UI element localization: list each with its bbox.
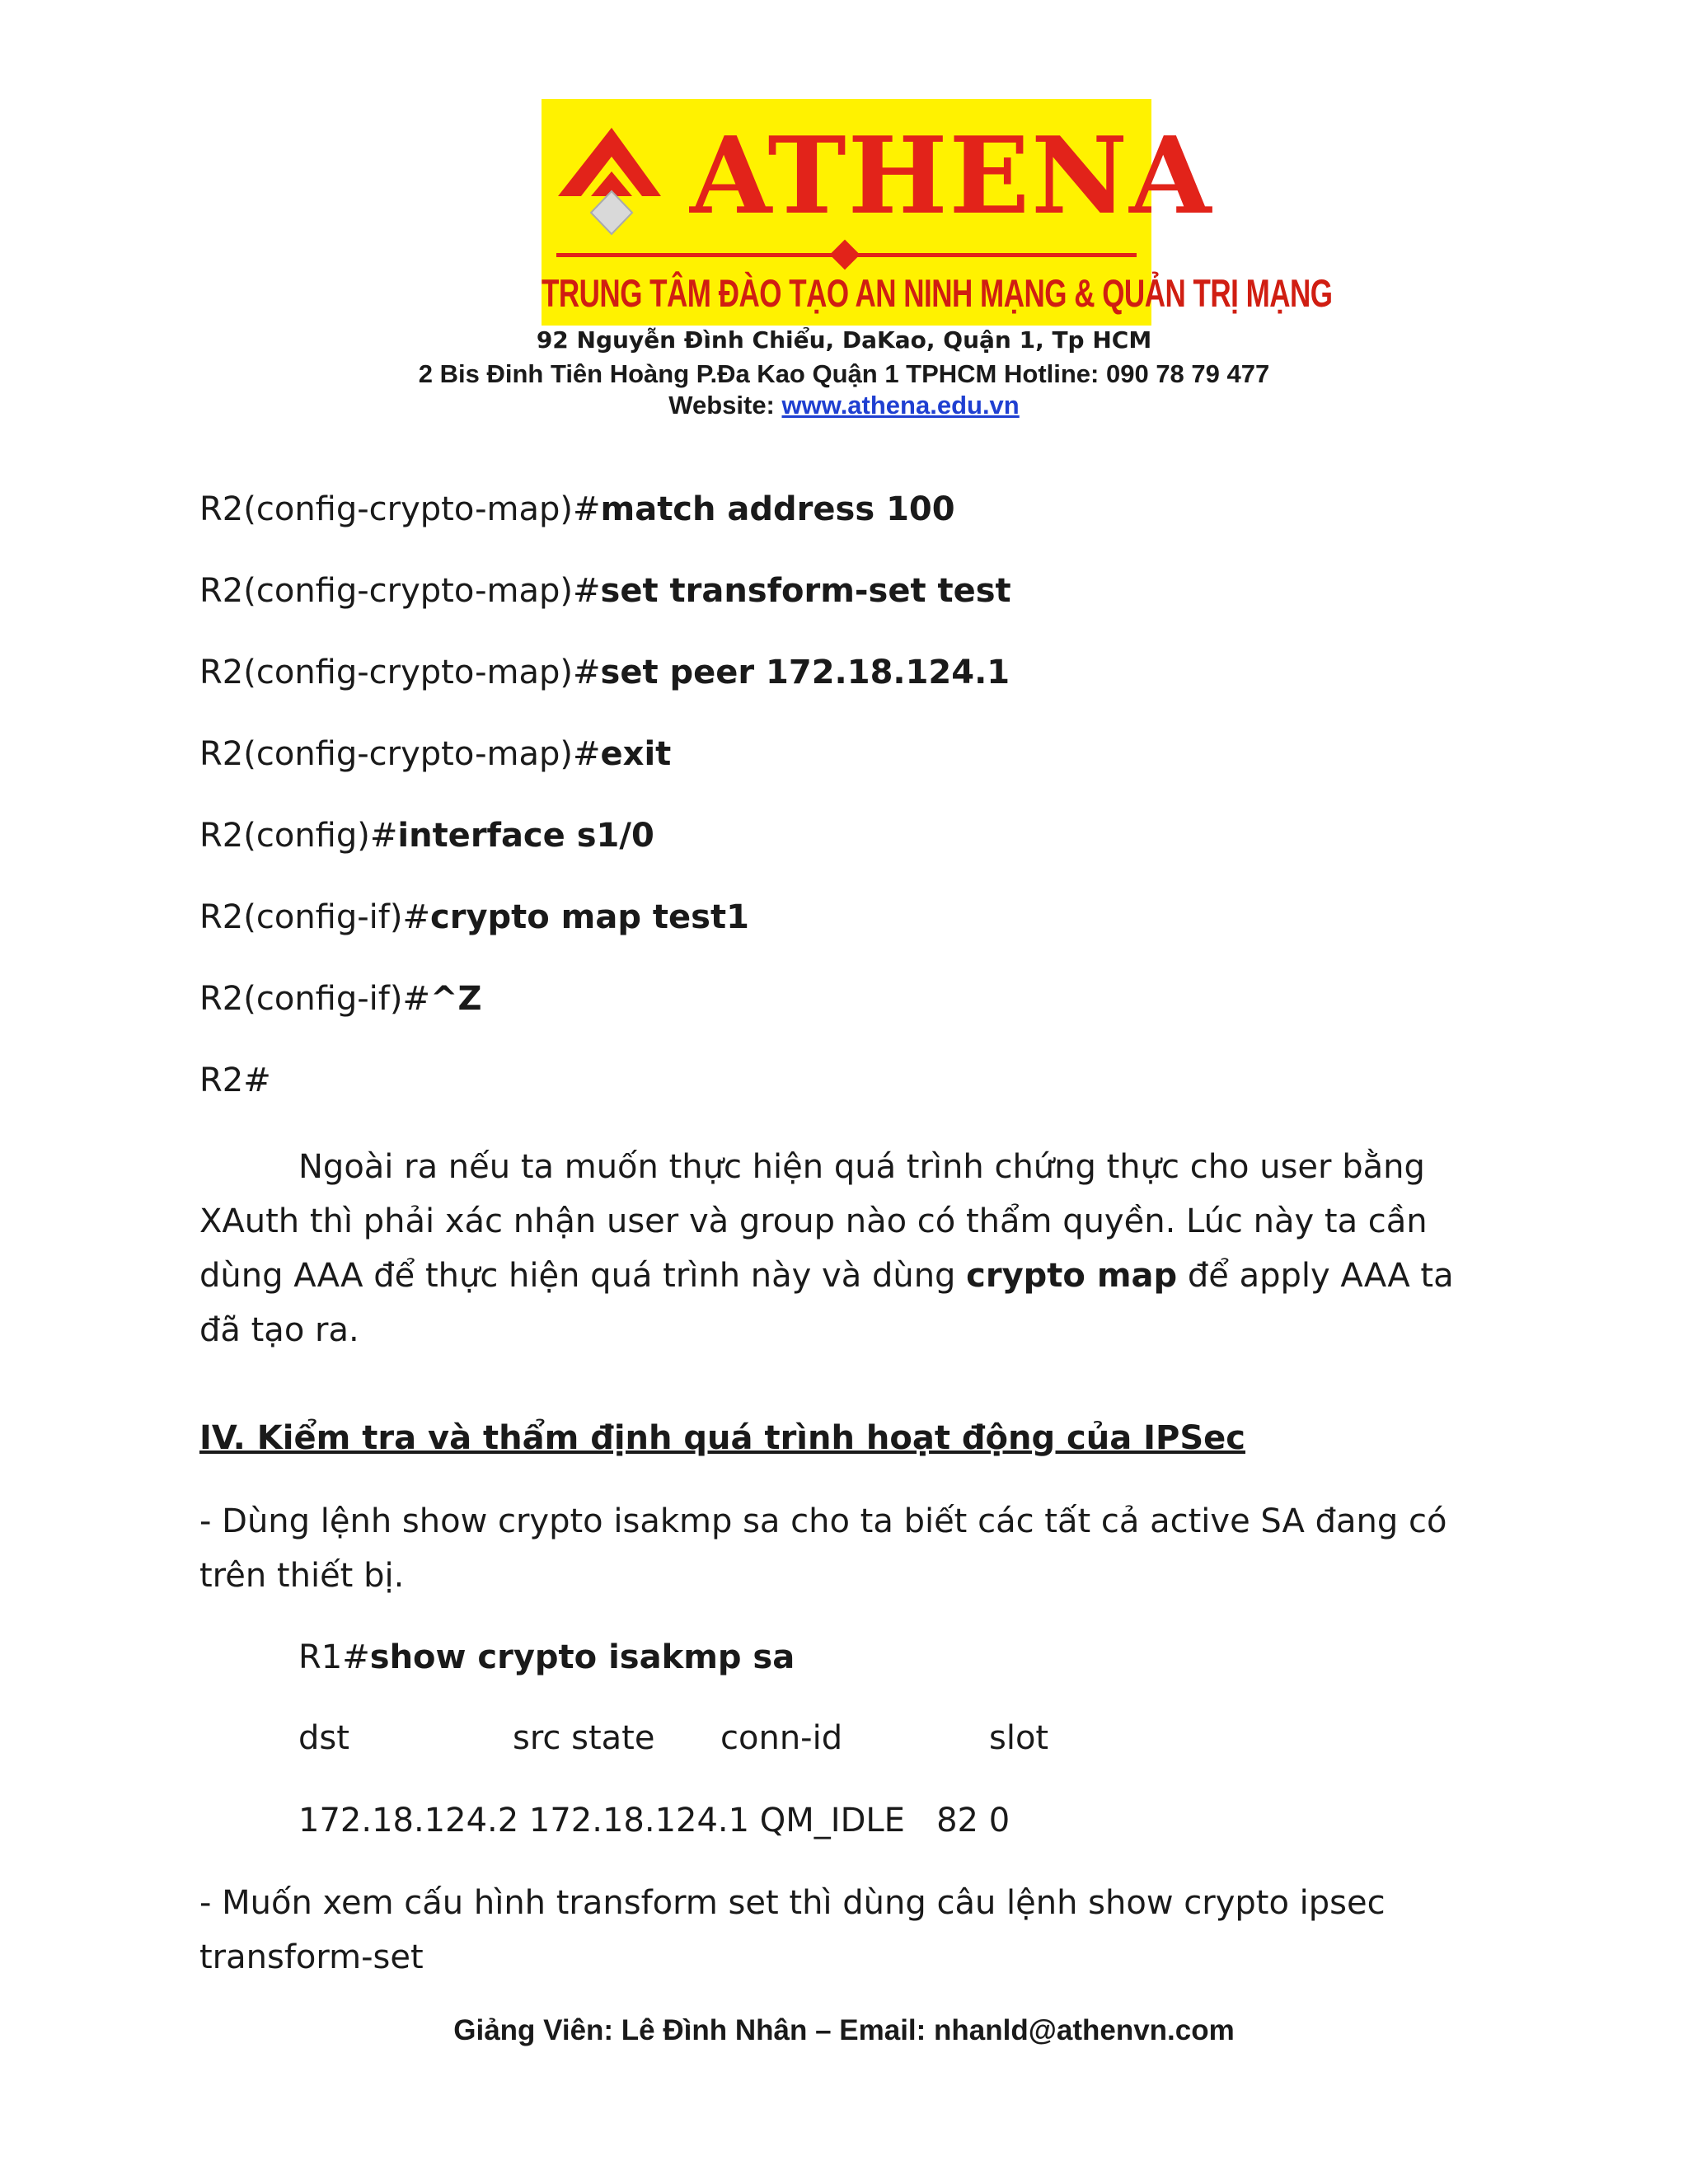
command-line: R2(config-crypto-map)#set peer 172.18.124.1 (199, 654, 1010, 691)
logo-word: ATHENA (690, 115, 1213, 238)
website-link[interactable]: www.athena.edu.vn (781, 391, 1020, 419)
section-heading: IV. Kiểm tra và thẩm định quá trình hoạt động của IPSec (199, 1419, 1245, 1457)
athena-logo (542, 99, 1333, 326)
command-line: R2# (199, 1062, 271, 1099)
command-line: R2(config-crypto-map)#exit (199, 735, 672, 773)
bullet-isakmp: - Dùng lệnh show crypto isakmp sa cho ta biết các tất cả active SA đang có trên thiết bị. (199, 1502, 1447, 1595)
command-line: R2(config-crypto-map)#set transform-set test (199, 572, 1011, 610)
footer-instructor: Giảng Viên: Lê Đình Nhân – Email: nhanld@athenvn.com (453, 2014, 1235, 2046)
bullet-transform-set: - Muốn xem cấu hình transform set thì dùng câu lệnh show crypto ipsec transform-set (199, 1884, 1386, 1976)
table-header-src-state: src state (513, 1719, 655, 1757)
address-line-2: 2 Bis Đinh Tiên Hoàng P.Đa Kao Quận 1 TPHCM Hotline: 090 78 79 477 (418, 359, 1270, 388)
show-command-line: R1#show crypto isakmp sa (298, 1638, 795, 1676)
website-line (0, 391, 1688, 420)
table-header-conn-id: conn-id (720, 1719, 843, 1757)
command-line: R2(config)#interface s1/0 (199, 817, 654, 855)
table-row: 172.18.124.2 172.18.124.1 QM_IDLE 82 0 (298, 1802, 1010, 1840)
table-header-dst: dst (298, 1719, 349, 1757)
logo-tagline: TRUNG TÂM ĐÀO TẠO AN NINH MẠNG & QUẢN TRỊ MẠNG (542, 272, 1333, 316)
paragraph-xauth: Ngoài ra nếu ta muốn thực hiện quá trình chứng thực cho user bằng XAuth thì phải xác nhận user và group nào có thẩm quyền. Lúc này ta cần dùng AAA để thực hiện quá trình này và dùng crypto map để apply AAA ta đã tạo ra. (199, 1148, 1454, 1349)
command-line: R2(config-if)#crypto map test1 (199, 898, 749, 936)
address-line-1: 92 Nguyễn Đình Chiểu, DaKao, Quận 1, Tp HCM (536, 326, 1152, 354)
table-header-slot: slot (989, 1719, 1049, 1757)
command-line: R2(config-if)#^Z (199, 980, 482, 1018)
command-line: R2(config-crypto-map)#match address 100 (199, 490, 955, 528)
website-label: Website: (668, 391, 782, 419)
